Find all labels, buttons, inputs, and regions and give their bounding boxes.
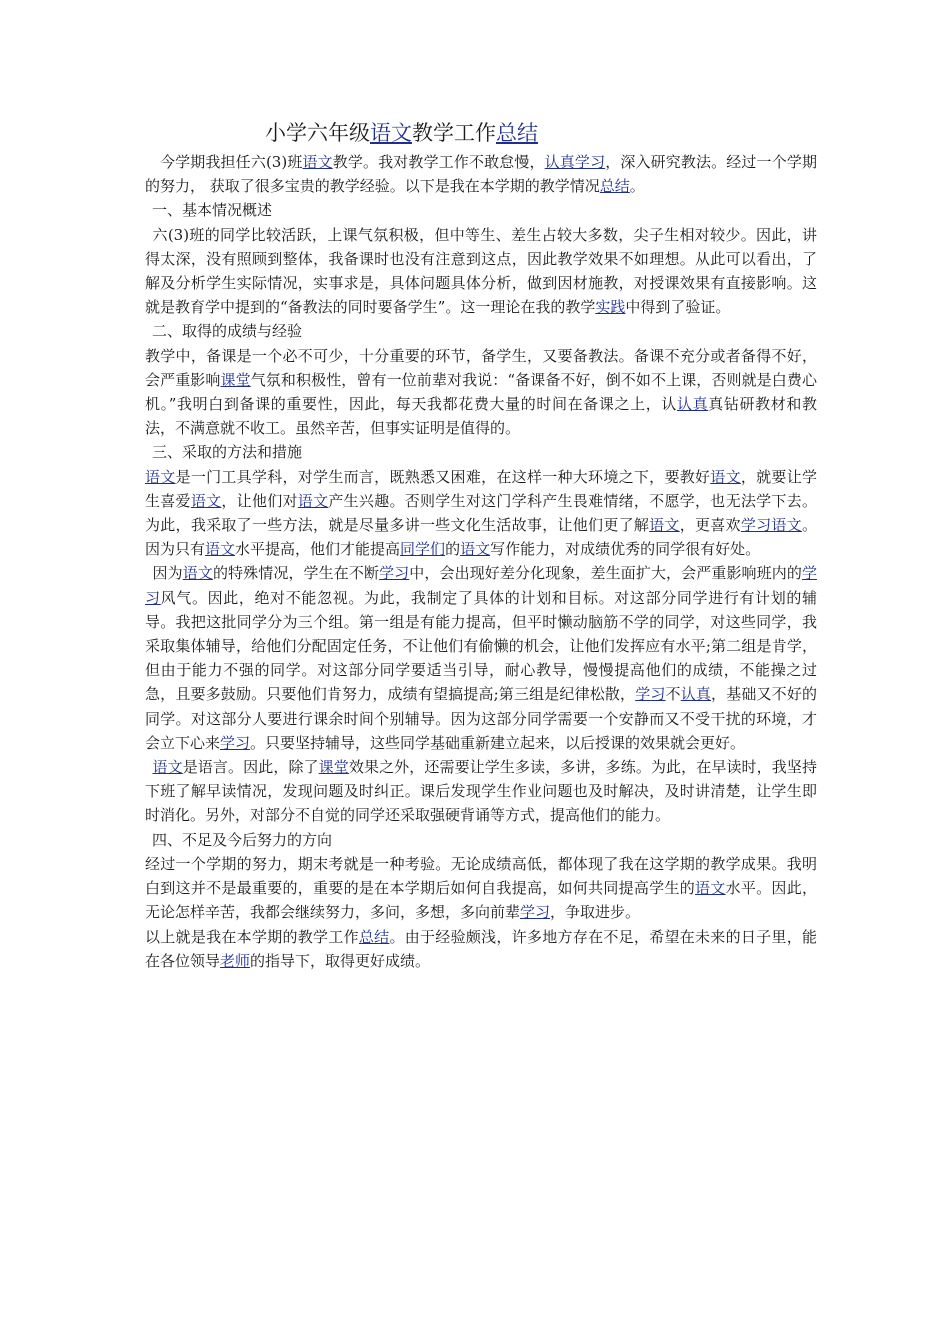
text-run: ，更喜欢 [679,516,741,535]
keyword-link[interactable]: 总结 [496,121,538,145]
keyword-link[interactable]: 认真 [676,395,709,414]
text-run: 教学中，备课是一个必不可少，十分重要的环节，备学生，又要备教法。备课不充分或者备得不好，会严重影响 [145,346,817,389]
paragraph [145,925,817,973]
keyword-link[interactable]: 认真学习 [544,153,606,171]
text-run: 。由于经验颇浅，许多地方存在不足，希望在未来的日子里，能在各位领导 [145,927,817,970]
text-run: 四、不足及今后努力的方向 [152,830,333,849]
text-run: 今学期我担任六(3)班 [160,153,303,171]
keyword-link[interactable]: 学习 [379,564,410,583]
keyword-link[interactable]: 课堂 [220,370,251,389]
text-run: 小学六年级 [265,121,370,145]
text-run: 的特殊情况，学生在不断 [212,564,380,583]
text-run: ，基础又不好的同学。对这部分人要进行课余时间个别辅导。因为这部分同学需要一个安静而又不受干扰的环境，才会立下心来 [145,685,817,752]
text-run: 教学工作 [412,121,496,145]
keyword-link[interactable]: 语文 [370,121,412,145]
keyword-link[interactable]: 语文 [182,564,213,583]
text-run: 经过一个学期的努力，期末考就是一种考验。无论成绩高低，都体现了我在这学期的教学成果。我明白到这并不是最重要的，重要的是在本学期后如何自我提高，如何共同提高学生的 [145,854,817,898]
text-run: 真钻研教材和教法，不满意就不收工。虽然辛苦，但事实证明是值得的。 [145,395,817,438]
text-run: 二、取得的成绩与经验 [152,322,303,341]
text-run: 产生兴趣。否则学生对这门学科产生畏难情绪，不愿学，也无法学下去。为此，我采取了一些方法，就是尽量多讲一些文化生活故事，让他们更了解 [145,491,817,535]
text-run: 因为 [152,564,183,583]
text-run: 中，会出现好差分化现象，差生面扩大，会严重影响班内的 [409,564,802,583]
document-title [145,118,817,148]
keyword-link[interactable]: 老师 [220,951,251,970]
text-run: 水平。因此，无论怎样辛苦，我都会继续努力，多问，多想，多向前辈 [145,879,817,922]
text-run: 不 [665,685,681,704]
text-run: 效果之外，还需要让学生多读，多讲，多练。为此，在早读时，我坚持下班了解早读情况，发现问题及时纠正。课后发现学生作业问题也及时解决，及时讲清楚，让学生即时消化。另外，对部分不自觉的同学还采取强硬背诵等方式，提高他们的能力。 [145,758,817,825]
keyword-link[interactable]: 学习 [635,685,666,704]
keyword-link[interactable]: 语文 [695,879,726,898]
keyword-link[interactable]: 语文 [190,491,222,510]
keyword-link[interactable]: 学习 [145,564,817,607]
text-run: 一、基本情况概述 [152,201,273,220]
paragraph [145,755,817,828]
text-run: 中得到了验证。 [625,298,731,317]
keyword-link[interactable]: 语文 [710,467,741,486]
paragraph [145,344,817,441]
paragraph [145,223,817,320]
text-run: 气氛和积极性，曾有一位前辈对我说：“备课备不好，倒不如不上课，否则就是白费心机。”我明白到备课的重要性，因此，每天我都花费大量的时间在备课之上，认 [145,370,817,414]
text-run: 的指导下，取得更好成绩。 [250,951,431,970]
document-body [145,150,817,973]
keyword-link[interactable]: 语文 [145,467,176,486]
keyword-link[interactable]: 语文 [152,758,183,777]
section-heading [145,828,817,852]
keyword-link[interactable]: 语文 [460,540,491,559]
text-run: 是语言。因此，除了 [182,758,319,777]
keyword-link[interactable]: 语文 [297,491,329,510]
text-run: 风气。因此，绝对不能忽视。为此，我制定了具体的计划和目标。对这部分同学进行有计划的辅导。我把这批同学分为三个组。第一组是有能力提高，但平时懒动脑筋不学的同学，对这些同学，我采取集体辅导，给他们分配固定任务，不让他们有偷懒的机会，让他们发挥应有水平;第二组是肯学，但由于能力不强的同学。对这部分同学要适当引导，耐心教导，慢慢提高他们的成绩，不能操之过急，且要多鼓励。只要他们肯努力，成绩有望搞提高;第三组是纪律松散， [145,588,817,704]
keyword-link[interactable]: 实践 [595,298,626,317]
keyword-link[interactable]: 语文 [302,153,333,171]
text-run: 写作能力，对成绩优秀的同学很有好处。 [490,540,761,559]
text-run: 六(3)班的同学比较活跃，上课气氛积极，但中等生、差生占较大多数，尖子生相对较少。因此，讲得太深，没有照顾到整体，我备课时也没有注意到这点，因此教学效果不如理想。从此可以看出，了解及分析学生实际情况，实事求是，具体问题具体分析，做到因材施教，对授课效果有直接影响。这就是教育学中提到的“备教法的同时要备学生”。这一理论在我的教学 [145,225,817,317]
keyword-link[interactable]: 课堂 [318,758,349,777]
section-heading [145,198,817,222]
section-heading [145,440,817,464]
text-run: ，争取进步。 [550,903,641,922]
keyword-link[interactable]: 总结 [599,177,630,196]
paragraph [145,150,817,198]
keyword-link[interactable]: 语文 [649,516,680,535]
text-run: 的 [445,540,461,559]
keyword-link[interactable]: 学习 [520,903,551,922]
text-run: 是一门工具学科，对学生而言，既熟悉又困难，在这样一种大环境之下，要教好 [175,467,711,486]
keyword-link[interactable]: 学习 [220,733,251,752]
text-run: ，就要让学生喜爱 [145,467,817,510]
text-run: ，深入研究教法。经过一个学期的努力， 获取了很多宝贵的教学经验。以下是我在本学期的教学情况 [145,153,817,196]
paragraph [145,561,817,755]
text-run: 水平提高，他们才能提高 [235,540,401,559]
text-run: 。只要坚持辅导，这些同学基础重新建立起来，以后授课的效果就会更好。 [250,733,746,752]
text-run: 教学。我对教学工作不敢怠慢， [332,153,545,171]
text-run: 。 [629,177,645,196]
text-run: 。因为只有 [145,516,817,559]
keyword-link[interactable]: 认真 [680,685,712,704]
text-run: 三、采取的方法和措施 [152,443,303,462]
keyword-link[interactable]: 总结 [358,927,390,946]
keyword-link[interactable]: 语文 [205,540,236,559]
paragraph [145,465,817,562]
text-run: 以上就是我在本学期的教学工作 [145,927,359,946]
keyword-link[interactable]: 同学们 [400,540,446,559]
text-run: ，让他们对 [221,491,298,510]
section-heading [145,319,817,343]
keyword-link[interactable]: 学习语文 [740,516,802,535]
paragraph [145,852,817,925]
document-page [145,118,817,973]
